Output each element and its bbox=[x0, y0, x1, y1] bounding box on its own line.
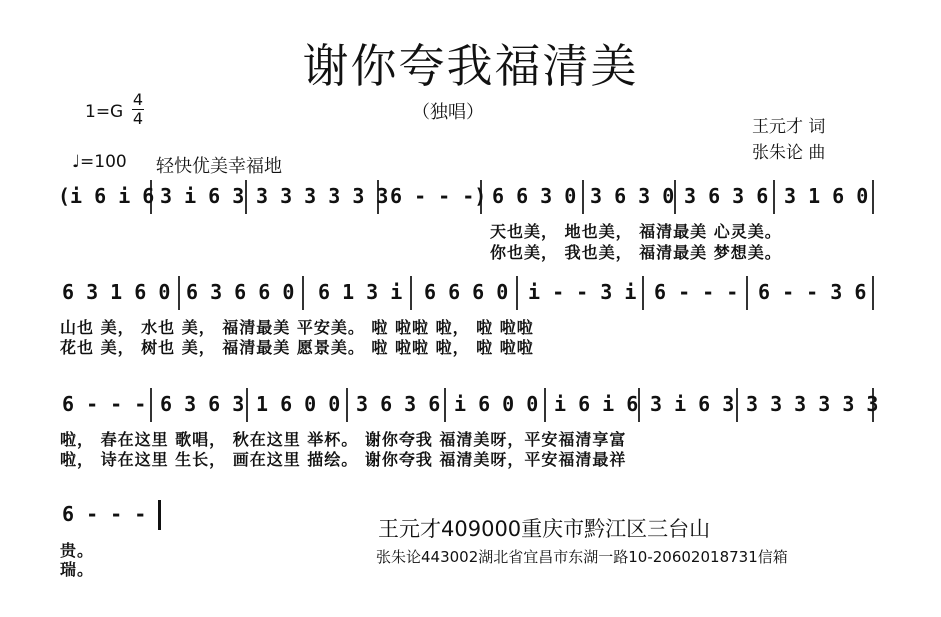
lyric-line: 贵。 bbox=[60, 541, 95, 560]
barline bbox=[746, 276, 748, 310]
measure-notes: 1 6 0 0 bbox=[256, 392, 341, 416]
time-signature-top: 4 bbox=[132, 90, 144, 109]
lyric-line: 天也美， 地也美， 福清最美 心灵美。 bbox=[490, 222, 782, 241]
lyric-line: 山也 美， 水也 美， 福清最美 平安美。 啦 啦啦 啦， 啦 啦啦 bbox=[60, 318, 534, 337]
song-subtitle: （独唱） bbox=[412, 102, 484, 123]
measure-notes: 6 - - 3 6 bbox=[758, 280, 867, 304]
barline bbox=[245, 180, 247, 214]
measure-notes: 6 3 1 6 0 bbox=[62, 280, 171, 304]
barline bbox=[444, 388, 446, 422]
measure-notes: i 6 i 6 bbox=[554, 392, 639, 416]
measure-notes: 6 - - - bbox=[654, 280, 739, 304]
measure-notes: 6 6 6 0 bbox=[424, 280, 509, 304]
measure-notes: 6 - - - bbox=[62, 392, 147, 416]
measure-notes: 3 3 3 3 3 3 bbox=[746, 392, 879, 416]
tempo-marking bbox=[72, 152, 127, 172]
barline bbox=[544, 388, 546, 422]
final-barline bbox=[158, 500, 161, 530]
measure-notes: 3 6 3 6 bbox=[684, 184, 769, 208]
barline bbox=[346, 388, 348, 422]
measure-notes: i - - 3 i bbox=[528, 280, 637, 304]
staff-row-4 bbox=[60, 498, 180, 532]
measure-notes: 3 6 3 6 bbox=[356, 392, 441, 416]
barline bbox=[872, 180, 874, 214]
barline bbox=[410, 276, 412, 310]
address-line-2: 张朱论443002湖北省宜昌市东湖一路10-20602018731信箱 bbox=[376, 548, 788, 566]
address-line-1: 王元才409000重庆市黔江区三台山 bbox=[378, 517, 711, 541]
staff-row-2 bbox=[60, 276, 880, 310]
barline bbox=[773, 180, 775, 214]
barline bbox=[582, 180, 584, 214]
lyricist-credit: 王元才 词 bbox=[752, 117, 826, 137]
measure-notes: (i 6 i 6 bbox=[58, 184, 155, 208]
measure-notes: 3 6 3 0 bbox=[590, 184, 675, 208]
expression-marking: 轻快优美幸福地 bbox=[156, 156, 282, 177]
barline bbox=[246, 388, 248, 422]
time-signature bbox=[132, 92, 144, 127]
barline bbox=[516, 276, 518, 310]
staff-row-1 bbox=[60, 180, 880, 214]
lyric-line: 瑞。 bbox=[60, 560, 95, 579]
measure-notes: 6 3 6 6 0 bbox=[186, 280, 295, 304]
staff-row-3 bbox=[60, 388, 880, 422]
tempo-value: =100 bbox=[80, 152, 127, 172]
barline bbox=[302, 276, 304, 310]
measure-notes: 3 i 6 3 bbox=[160, 184, 245, 208]
barline bbox=[150, 388, 152, 422]
measure-notes: 6 1 3 i bbox=[318, 280, 403, 304]
measure-notes: 6 - - -) bbox=[390, 184, 487, 208]
lyric-line: 你也美， 我也美， 福清最美 梦想美。 bbox=[490, 243, 782, 262]
barline bbox=[178, 276, 180, 310]
barline bbox=[872, 276, 874, 310]
measure-notes: 3 i 6 3 bbox=[650, 392, 735, 416]
lyric-line: 花也 美， 树也 美， 福清最美 愿景美。 啦 啦啦 啦， 啦 啦啦 bbox=[60, 338, 534, 357]
composer-credit: 张朱论 曲 bbox=[752, 143, 826, 163]
song-title: 谢你夸我福清美 bbox=[302, 39, 639, 93]
quarter-note-icon: ♩ bbox=[72, 152, 81, 172]
lyric-line: 啦， 春在这里 歌唱， 秋在这里 举杯。 谢你夸我 福清美呀，平安福清享富 bbox=[60, 430, 627, 449]
measure-notes: i 6 0 0 bbox=[454, 392, 539, 416]
measure-notes: 3 1 6 0 bbox=[784, 184, 869, 208]
measure-notes: 6 - - - bbox=[62, 502, 147, 526]
barline bbox=[642, 276, 644, 310]
barline bbox=[736, 388, 738, 422]
measure-notes: 6 6 3 0 bbox=[492, 184, 577, 208]
measure-notes: 6 3 6 3 bbox=[160, 392, 245, 416]
measure-notes: 3 3 3 3 3 3 bbox=[256, 184, 389, 208]
lyric-line: 啦， 诗在这里 生长， 画在这里 描绘。 谢你夸我 福清美呀，平安福清最祥 bbox=[60, 450, 627, 469]
time-signature-bottom: 4 bbox=[132, 109, 144, 128]
key-signature: 1=G bbox=[85, 102, 124, 122]
